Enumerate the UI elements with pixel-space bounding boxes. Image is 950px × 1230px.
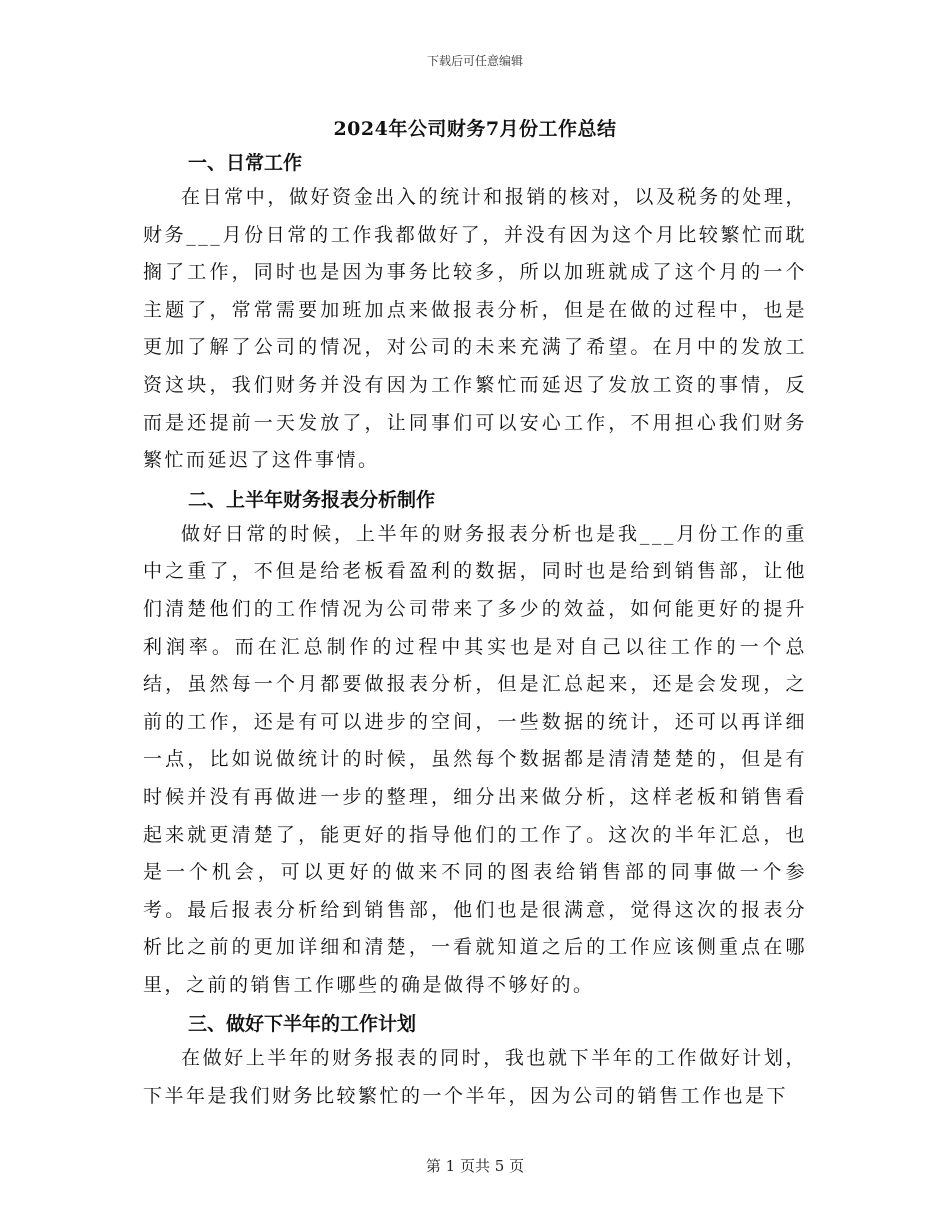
section-heading: 二、上半年财务报表分析制作 — [188, 488, 436, 511]
page-number: 第 1 页共 5 页 — [425, 1157, 525, 1175]
section-half-year-report — [143, 484, 807, 1005]
section-heading: 三、做好下半年的工作计划 — [188, 1013, 417, 1036]
section-paragraph: 在日常中，做好资金出入的统计和报销的核对，以及税务的处理，财务___月份日常的工作我都做好了，并没有因为这个月比较繁忙而耽搁了工作，同时也是因为事务比较多，所以加班就成了这个月的一个主题了，常常需要加班加点来做报表分析，但是在做的过程中，也是更加了解了公司的情况，对公司的未来充满了希望。在月中的发放工资这块，我们财务并没有因为工作繁忙而延迟了发放工资的事情，反而是还提前一天发放了，让同事们可以安心工作，不用担心我们财务繁忙而延迟了这件事情。 — [143, 186, 807, 472]
page-header-note: 下载后可任意编辑 — [426, 54, 523, 68]
section-daily-work — [143, 147, 807, 480]
section-heading: 一、日常工作 — [188, 152, 303, 174]
document-title: 2024年公司财务7月份工作总结 — [333, 118, 617, 140]
section-paragraph: 做好日常的时候，上半年的财务报表分析也是我___月份工作的重中之重了，不但是给老板看盈利的数据，同时也是给到销售部，让他们清楚他们的工作情况为公司带来了多少的效益，如何能更好的提升利润率。而在汇总制作的过程中其实也是对自己以往工作的一个总结，虽然每一个月都要做报表分析，但是汇总起来，还是会发现，之前的工作，还是有可以进步的空间，一些数据的统计，还可以再详细一点，比如说做统计的时候，虽然每个数据都是清清楚楚的，但是有时候并没有再做进一步的整理，细分出来做分析，这样老板和销售看起来就更清楚了，能更好的指导他们的工作了。这次的半年汇总，也是一个机会，可以更好的做来不同的图表给销售部的同事做一个参考。最后报表分析给到销售部，他们也是很满意，觉得这次的报表分析比之前的更加详细和清楚，一看就知道之后的工作应该侧重点在哪里，之前的销售工作哪些的确是做得不够好的。 — [143, 522, 807, 996]
document-body — [143, 147, 807, 1116]
section-paragraph: 在做好上半年的财务报表的同时，我也就下半年的工作做好计划，下半年是我们财务比较繁忙的一个半年，因为公司的销售工作也是下 — [143, 1047, 807, 1108]
section-second-half-plan — [143, 1008, 807, 1115]
